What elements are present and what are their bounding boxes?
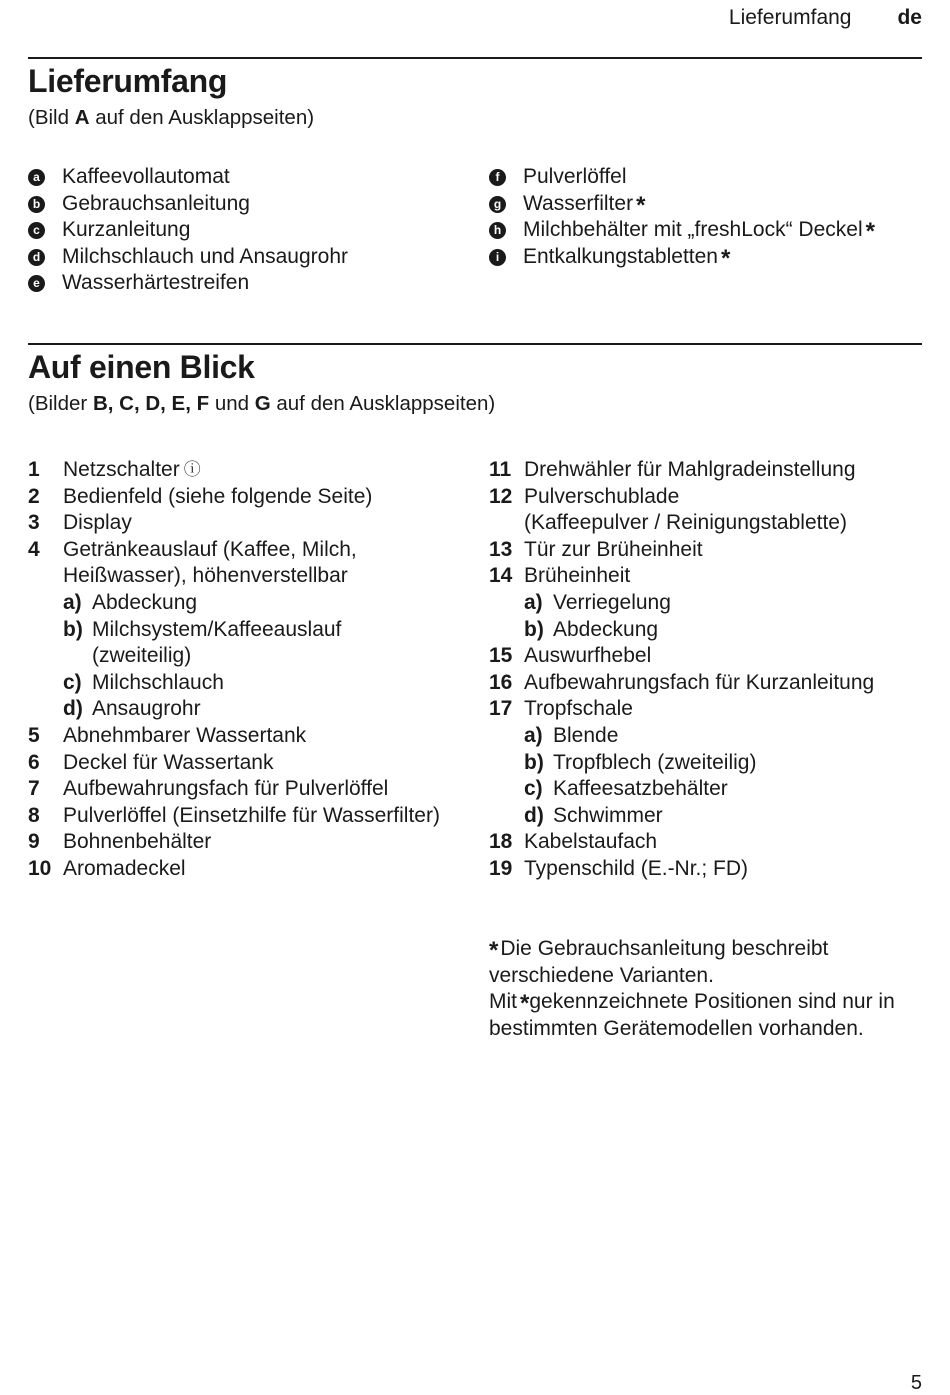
parts-list-right [489, 457, 922, 883]
letter-badge: e [28, 275, 45, 292]
asterisk-icon: * [865, 218, 875, 246]
letter-badge: a [28, 169, 45, 186]
list-item: 4 Getränkeauslauf (Kaffee, Milch, [28, 537, 357, 561]
sub-item: a) Abdeckung [63, 590, 198, 614]
list-item: i Entkalkungstabletten * [489, 244, 922, 271]
footnote: *Die Gebrauchsanleitung beschreibt verschiedene Varianten. Mit *gekennzeichnete Positionen sind nur in bestimmten Gerätemodellen vorhanden. [489, 937, 895, 1040]
list-item: h Milchbehälter mit „freshLock“ Deckel * [489, 217, 922, 244]
running-header [729, 6, 922, 30]
list-item-continuation: Heißwasser), höhenverstellbar [63, 564, 348, 588]
letter-badge: i [489, 249, 506, 266]
sub-item-continuation: (zweiteilig) [92, 644, 192, 668]
parts-list-left [28, 457, 478, 883]
list-item: 7 Aufbewahrungsfach für Pulverlöffel [28, 777, 389, 801]
section-title-delivery: Lieferumfang [28, 63, 228, 99]
asterisk-icon: * [636, 191, 646, 219]
list-item: 19 Typenschild (E.-Nr.; FD) [489, 856, 749, 880]
letter-badge: d [28, 249, 45, 266]
list-item: 13 Tür zur Brüheinheit [489, 537, 703, 561]
list-item: b Gebrauchsanleitung [28, 191, 468, 218]
section-title-overview: Auf einen Blick [28, 349, 255, 385]
letter-badge: g [489, 196, 506, 213]
list-item: a Kaffeevollautomat [28, 164, 468, 191]
list-item: 6 Deckel für Wassertank [28, 750, 274, 774]
list-item: 3 Display [28, 511, 132, 535]
asterisk-icon: * [489, 937, 499, 964]
list-item: c Kurzanleitung [28, 217, 468, 244]
list-item: 14 Brüheinheit [489, 564, 631, 588]
sub-item: b) Tropfblech (zweiteilig) [524, 750, 757, 774]
sub-item: a) Verriegelung [524, 590, 671, 614]
page-number: 5 [910, 1372, 922, 1394]
list-item: 15 Auswurfhebel [489, 644, 652, 668]
power-info-icon: ⓘ [183, 460, 201, 479]
sub-item: c) Milchschlauch [63, 670, 224, 694]
list-item: 5 Abnehmbarer Wassertank [28, 723, 307, 747]
list-item: 12 Pulverschublade [489, 484, 680, 508]
section-subtitle-delivery: (Bild A auf den Ausklappseiten) [28, 106, 315, 129]
list-item: 17 Tropfschale [489, 697, 633, 721]
delivery-list-left [28, 164, 468, 297]
sub-item: c) Kaffeesatzbehälter [524, 777, 728, 801]
list-item: 10 Aromadeckel [28, 856, 186, 880]
sub-item: b) Abdeckung [524, 617, 659, 641]
letter-badge: c [28, 222, 45, 239]
section-rule [28, 57, 922, 59]
letter-badge: f [489, 169, 506, 186]
list-item: 1 Netzschalter ⓘ [28, 457, 478, 484]
sub-item: d) Schwimmer [524, 803, 663, 827]
list-item: e Wasserhärtestreifen [28, 270, 468, 297]
list-item: 2 Bedienfeld (siehe folgende Seite) [28, 484, 373, 508]
list-item: 9 Bohnenbehälter [28, 830, 212, 854]
letter-badge: h [489, 222, 506, 239]
list-item: 16 Aufbewahrungsfach für Kurzanleitung [489, 670, 875, 694]
letter-badge: b [28, 196, 45, 213]
list-item: g Wasserfilter * [489, 191, 922, 218]
list-item: 11 Drehwähler für Mahlgradeinstellung [489, 458, 856, 481]
list-item: 18 Kabelstaufach [489, 830, 658, 854]
delivery-list-right [489, 164, 922, 270]
language-code: de [897, 6, 922, 29]
asterisk-icon: * [720, 244, 731, 272]
list-item: 8 Pulverlöffel (Einsetzhilfe für Wasserfilter) [28, 803, 440, 827]
running-header-section: Lieferumfang [728, 6, 852, 29]
sub-item: b) Milchsystem/Kaffeeauslauf [63, 617, 342, 641]
section-rule [28, 343, 922, 345]
list-item: f Pulverlöffel [489, 164, 922, 191]
list-item: d Milchschlauch und Ansaugrohr [28, 244, 468, 271]
list-item-continuation: (Kaffeepulver / Reinigungstablette) [524, 511, 847, 535]
section-subtitle-overview: (Bilder B, C, D, E, F und G auf den Ausklappseiten) [28, 392, 496, 415]
asterisk-icon: * [520, 990, 530, 1018]
sub-item: a) Blende [524, 723, 619, 747]
sub-item: d) Ansaugrohr [63, 697, 201, 721]
